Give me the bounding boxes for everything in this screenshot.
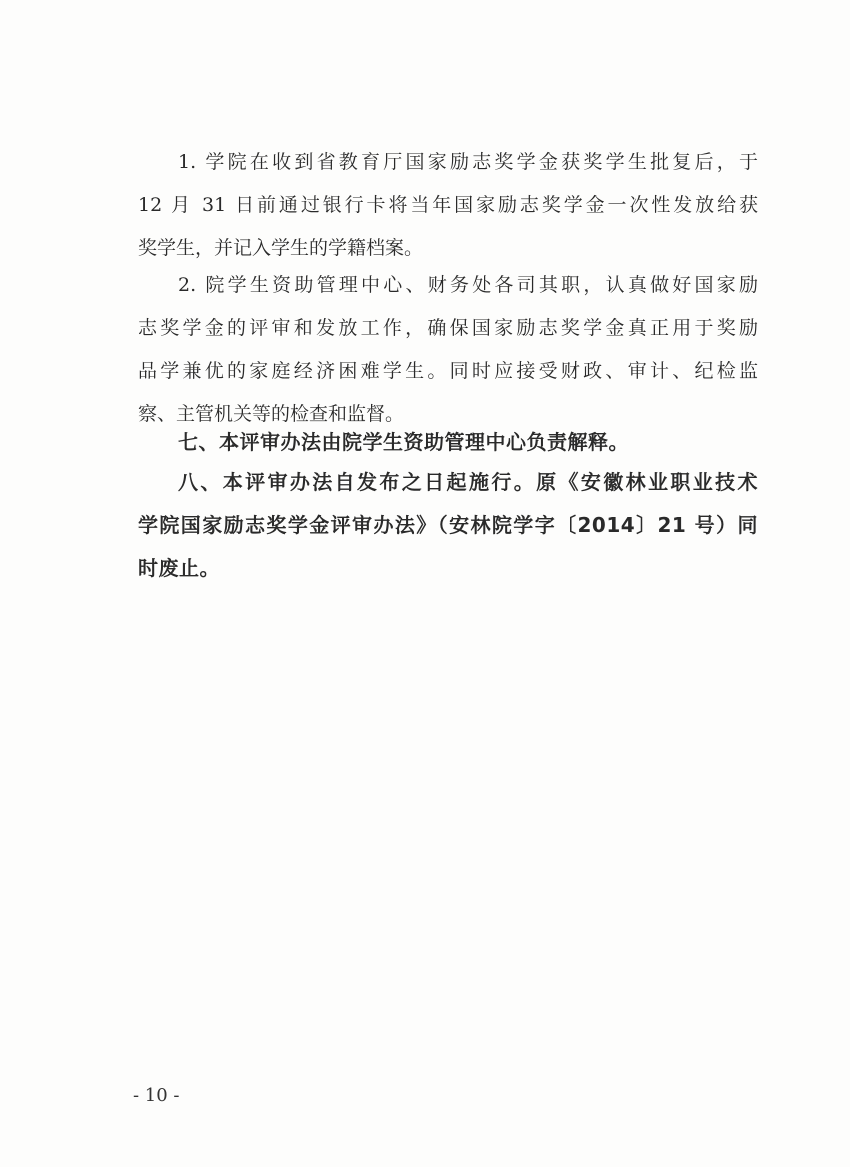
text-line: 八、本评审办法自发布之日起施行。原《安徽林业职业技术	[178, 470, 758, 494]
text-line: 察、主管机关等的检查和监督。	[138, 403, 405, 425]
paragraph-distribution	[138, 141, 758, 270]
text-line: 1. 学院在收到省教育厅国家励志奖学金获奖学生批复后，于	[178, 151, 758, 173]
text-line: 奖学生，并记入学生的学籍档案。	[138, 237, 424, 259]
text-line: 12 月 31 日前通过银行卡将当年国家励志奖学金一次性发放给获	[138, 194, 758, 216]
text-line: 品学兼优的家庭经济困难学生。同时应接受财政、审计、纪检监	[138, 360, 758, 382]
text-line: 志奖学金的评审和发放工作，确保国家励志奖学金真正用于奖励	[138, 317, 758, 339]
text-line: 2. 院学生资助管理中心、财务处各司其职，认真做好国家励	[178, 274, 758, 296]
page-number: - 10 -	[133, 1085, 180, 1106]
text-line: 时废止。	[138, 556, 220, 580]
paragraph-responsibilities	[138, 264, 758, 436]
text-line: 学院国家励志奖学金评审办法》（安林院学字〔2014〕21 号）同	[138, 513, 758, 537]
text-line: 七、本评审办法由院学生资助管理中心负责解释。	[178, 430, 629, 454]
article-seven	[138, 421, 758, 464]
article-eight	[138, 461, 758, 590]
